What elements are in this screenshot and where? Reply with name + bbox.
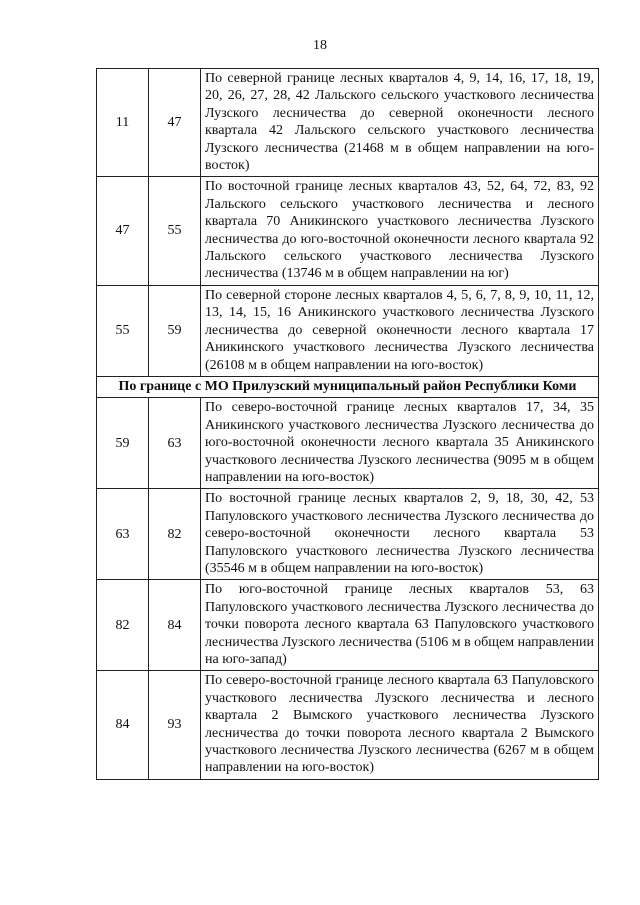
point-to: 93	[149, 671, 201, 779]
table-row	[97, 177, 599, 285]
boundary-table	[96, 68, 599, 780]
point-to: 55	[149, 177, 201, 285]
point-to: 47	[149, 69, 201, 177]
table-row	[97, 285, 599, 376]
boundary-description: По северной границе лесных кварталов 4, 9, 14, 16, 17, 18, 19, 20, 26, 27, 28, 42 Лальского сельского участкового лесничества Лузского лесничества до северной оконечности лесного квартала 42 Лальского сельского участкового лесничества Лузского лесничества (21468 м в общем направлении на юго-восток)	[201, 69, 599, 177]
table-row	[97, 580, 599, 671]
section-heading: По границе с МО Прилузский муниципальный район Республики Коми	[97, 376, 599, 397]
boundary-description: По восточной границе лесных кварталов 2, 9, 18, 30, 42, 53 Папуловского участкового лесничества Лузского лесничества до северо-восточной оконечности лесного квартала 53 Папуловского участкового лесничества Лузского лесничества (35546 м в общем направлении на юго-восток)	[201, 489, 599, 580]
table-row	[97, 398, 599, 489]
point-from: 55	[97, 285, 149, 376]
point-from: 63	[97, 489, 149, 580]
point-to: 59	[149, 285, 201, 376]
boundary-description: По юго-восточной границе лесных кварталов 53, 63 Папуловского участкового лесничества Лузского лесничества до точки поворота лесного квартала 63 Папуловского участкового лесничества Лузского лесничества (5106 м в общем направлении на юго-запад)	[201, 580, 599, 671]
boundary-description: По восточной границе лесных кварталов 43, 52, 64, 72, 83, 92 Лальского сельского участкового лесничества и лесного квартала 70 Аникинского участкового лесничества Лузского лесничества до юго-восточной оконечности лесного квартала 92 Лальского сельского участкового лесничества Лузского лесничества (13746 м в общем направлении на юг)	[201, 177, 599, 285]
point-from: 59	[97, 398, 149, 489]
point-from: 11	[97, 69, 149, 177]
page-number: 18	[313, 38, 327, 53]
point-from: 82	[97, 580, 149, 671]
table-row	[97, 69, 599, 177]
boundary-description: По северо-восточной границе лесных кварталов 17, 34, 35 Аникинского участкового лесничества Лузского лесничества до юго-восточной оконечности лесного квартала 35 Аникинского участкового лесничества Лузского лесничества (9095 м в общем направлении на юго-восток)	[201, 398, 599, 489]
point-from: 84	[97, 671, 149, 779]
point-to: 82	[149, 489, 201, 580]
point-from: 47	[97, 177, 149, 285]
table-row	[97, 671, 599, 779]
table-row	[97, 489, 599, 580]
boundary-description: По северной стороне лесных кварталов 4, 5, 6, 7, 8, 9, 10, 11, 12, 13, 14, 15, 16 Аникинского участкового лесничества Лузского лесничества до северной оконечности лесного квартала 17 Аникинского участкового лесничества Лузского лесничества (26108 м в общем направлении на юго-восток)	[201, 285, 599, 376]
boundary-description: По северо-восточной границе лесного квартала 63 Папуловского участкового лесничества Лузского лесничества и лесного квартала 2 Вымского участкового лесничества Лузского лесничества до точки поворота лесного квартала 2 Вымского участкового лесничества Лузского лесничества (6267 м в общем направлении на юго-восток)	[201, 671, 599, 779]
point-to: 63	[149, 398, 201, 489]
section-heading-row	[97, 376, 599, 397]
point-to: 84	[149, 580, 201, 671]
